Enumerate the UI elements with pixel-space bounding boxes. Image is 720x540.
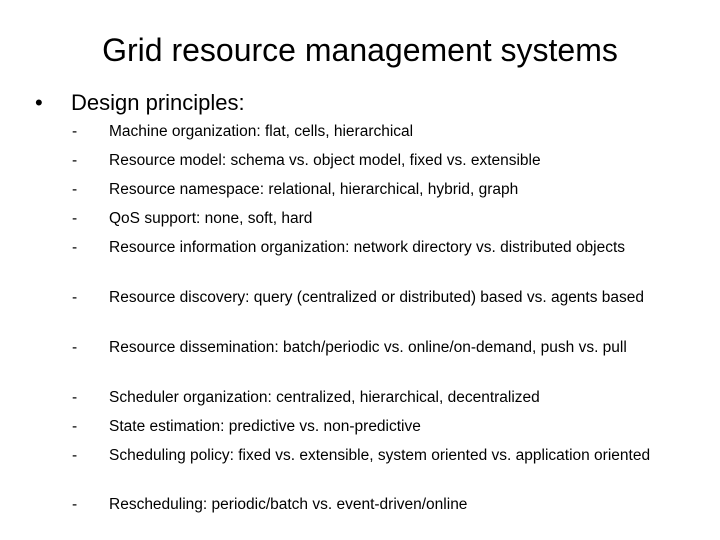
list-item-text: Resource model: schema vs. object model, fixed vs. extensible: [109, 152, 541, 169]
dash-marker: -: [72, 123, 78, 140]
list-item-text: Rescheduling: periodic/batch vs. event-driven/online: [109, 496, 468, 513]
bullet-text: Design principles:: [71, 90, 245, 115]
dash-marker: -: [72, 181, 78, 198]
list-item-text: QoS support: none, soft, hard: [109, 210, 313, 227]
slide-title: Grid resource management systems: [102, 32, 618, 68]
bullet-marker: •: [35, 90, 43, 115]
list-item-text: Resource dissemination: batch/periodic vs. online/on-demand, push vs. pull: [109, 339, 627, 356]
dash-marker: -: [72, 152, 78, 169]
dash-marker: -: [72, 339, 78, 356]
dash-marker: -: [72, 418, 78, 435]
dash-marker: -: [72, 239, 78, 256]
list-item-text: Scheduler organization: centralized, hierarchical, decentralized: [109, 389, 540, 406]
list-item-text: Resource namespace: relational, hierarchical, hybrid, graph: [109, 181, 519, 198]
list-item-text: Machine organization: flat, cells, hierarchical: [109, 123, 414, 140]
list-item-text: Resource information organization: network directory vs. distributed objects: [109, 239, 626, 256]
list-item-text: Resource discovery: query (centralized or distributed) based vs. agents based: [109, 289, 645, 306]
dash-marker: -: [72, 210, 78, 227]
dash-marker: -: [72, 389, 78, 406]
dash-marker: -: [72, 496, 78, 513]
dash-marker: -: [72, 289, 78, 306]
list-item-text: State estimation: predictive vs. non-predictive: [109, 418, 421, 435]
dash-marker: -: [72, 447, 78, 464]
list-item-text: Scheduling policy: fixed vs. extensible, system oriented vs. application oriented: [109, 447, 651, 464]
